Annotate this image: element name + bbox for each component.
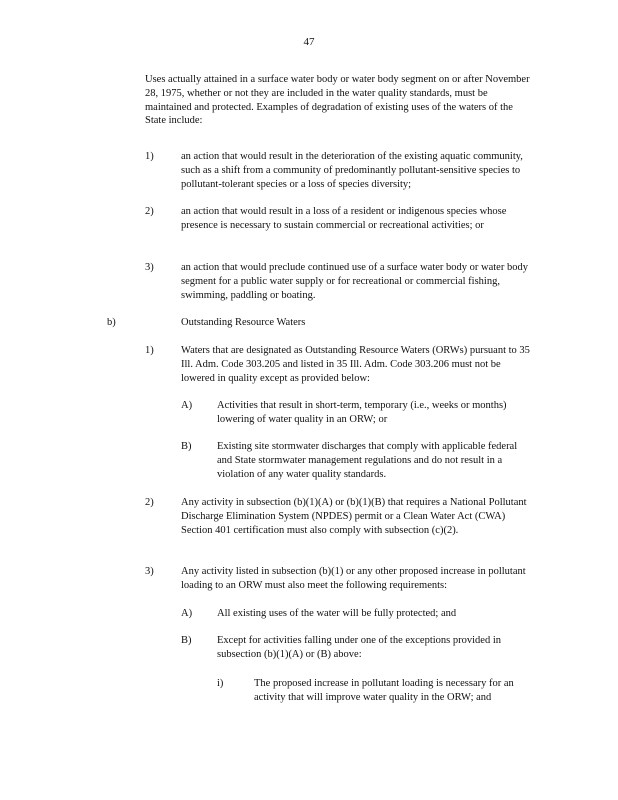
section-label: b): [107, 317, 116, 328]
list-item-text: Any activity listed in subsection (b)(1) or any other proposed increase in pollutant loading to an ORW must also meet the following requirements:: [181, 566, 526, 591]
list-item-a1: [145, 150, 530, 191]
list-item-label: 3): [145, 566, 154, 577]
list-item-label: 1): [145, 151, 154, 162]
list-item-text: an action that would preclude continued use of a surface water body or water body segment for a public water supply or for recreational or commercial fishing, swimming, paddling or boating.: [181, 262, 528, 301]
list-item-label: 2): [145, 497, 154, 508]
list-item-b3-B-i: [217, 677, 542, 705]
list-item-label: A): [181, 400, 193, 411]
section-title: Outstanding Resource Waters: [181, 317, 306, 328]
list-item-label: 2): [145, 206, 154, 217]
list-item-b1: [145, 344, 530, 385]
list-item-label: B): [181, 441, 192, 452]
list-item-label: i): [217, 678, 224, 689]
list-item-label: 1): [145, 345, 154, 356]
section-b-heading: [107, 316, 527, 330]
list-item-text: Waters that are designated as Outstanding Resource Waters (ORWs) pursuant to 35 Ill. Adm. Code 303.205 and listed in 35 Ill. Adm. Code 303.206 must not be lowered in quality except as provided below:: [181, 345, 530, 384]
list-item-b1-B: [181, 440, 531, 481]
list-item-text: Existing site stormwater discharges that comply with applicable federal and State stormwater management regulations and do not result in a violation of any water quality standards.: [217, 441, 518, 480]
list-item-text: an action that would result in a loss of a resident or indigenous species whose presence is necessary to sustain commercial or recreational activities; or: [181, 206, 507, 231]
list-item-label: 3): [145, 262, 154, 273]
list-item-b1-A: [181, 399, 531, 427]
list-item-text: Activities that result in short-term, temporary (i.e., weeks or months) lowering of water quality in an ORW; or: [217, 400, 507, 425]
list-item-b2: [145, 496, 530, 537]
list-item-a2: [145, 205, 530, 233]
list-item-label: A): [181, 608, 193, 619]
list-item-b3-A: [181, 607, 531, 621]
page-number: 47: [303, 36, 315, 48]
list-item-a3: [145, 261, 530, 302]
intro-paragraph: Uses actually attained in a surface water body or water body segment on or after November 28, 1975, whether or not they are included in the water quality standards, must be maintained and protected. Examples of degradation of existing uses of the waters of the State include:: [145, 74, 530, 127]
list-item-text: an action that would result in the deterioration of the existing aquatic community, such as a shift from a community of predominantly pollutant-sensitive species to pollutant-tolerant species or a loss of species diversity;: [181, 151, 523, 190]
list-item-text: Except for activities falling under one of the exceptions provided in subsection (b)(1)(A) or (B) above:: [217, 635, 501, 660]
list-item-b3: [145, 565, 530, 593]
list-item-label: B): [181, 635, 192, 646]
list-item-text: All existing uses of the water will be fully protected; and: [217, 608, 457, 619]
list-item-text: The proposed increase in pollutant loading is necessary for an activity that will improve water quality in the ORW; and: [254, 678, 514, 703]
list-item-text: Any activity in subsection (b)(1)(A) or (b)(1)(B) that requires a National Pollutant Discharge Elimination System (NPDES) permit or a Clean Water Act (CWA) Section 401 certification must also comply with subsection (c)(2).: [181, 497, 527, 536]
list-item-b3-B: [181, 634, 531, 662]
